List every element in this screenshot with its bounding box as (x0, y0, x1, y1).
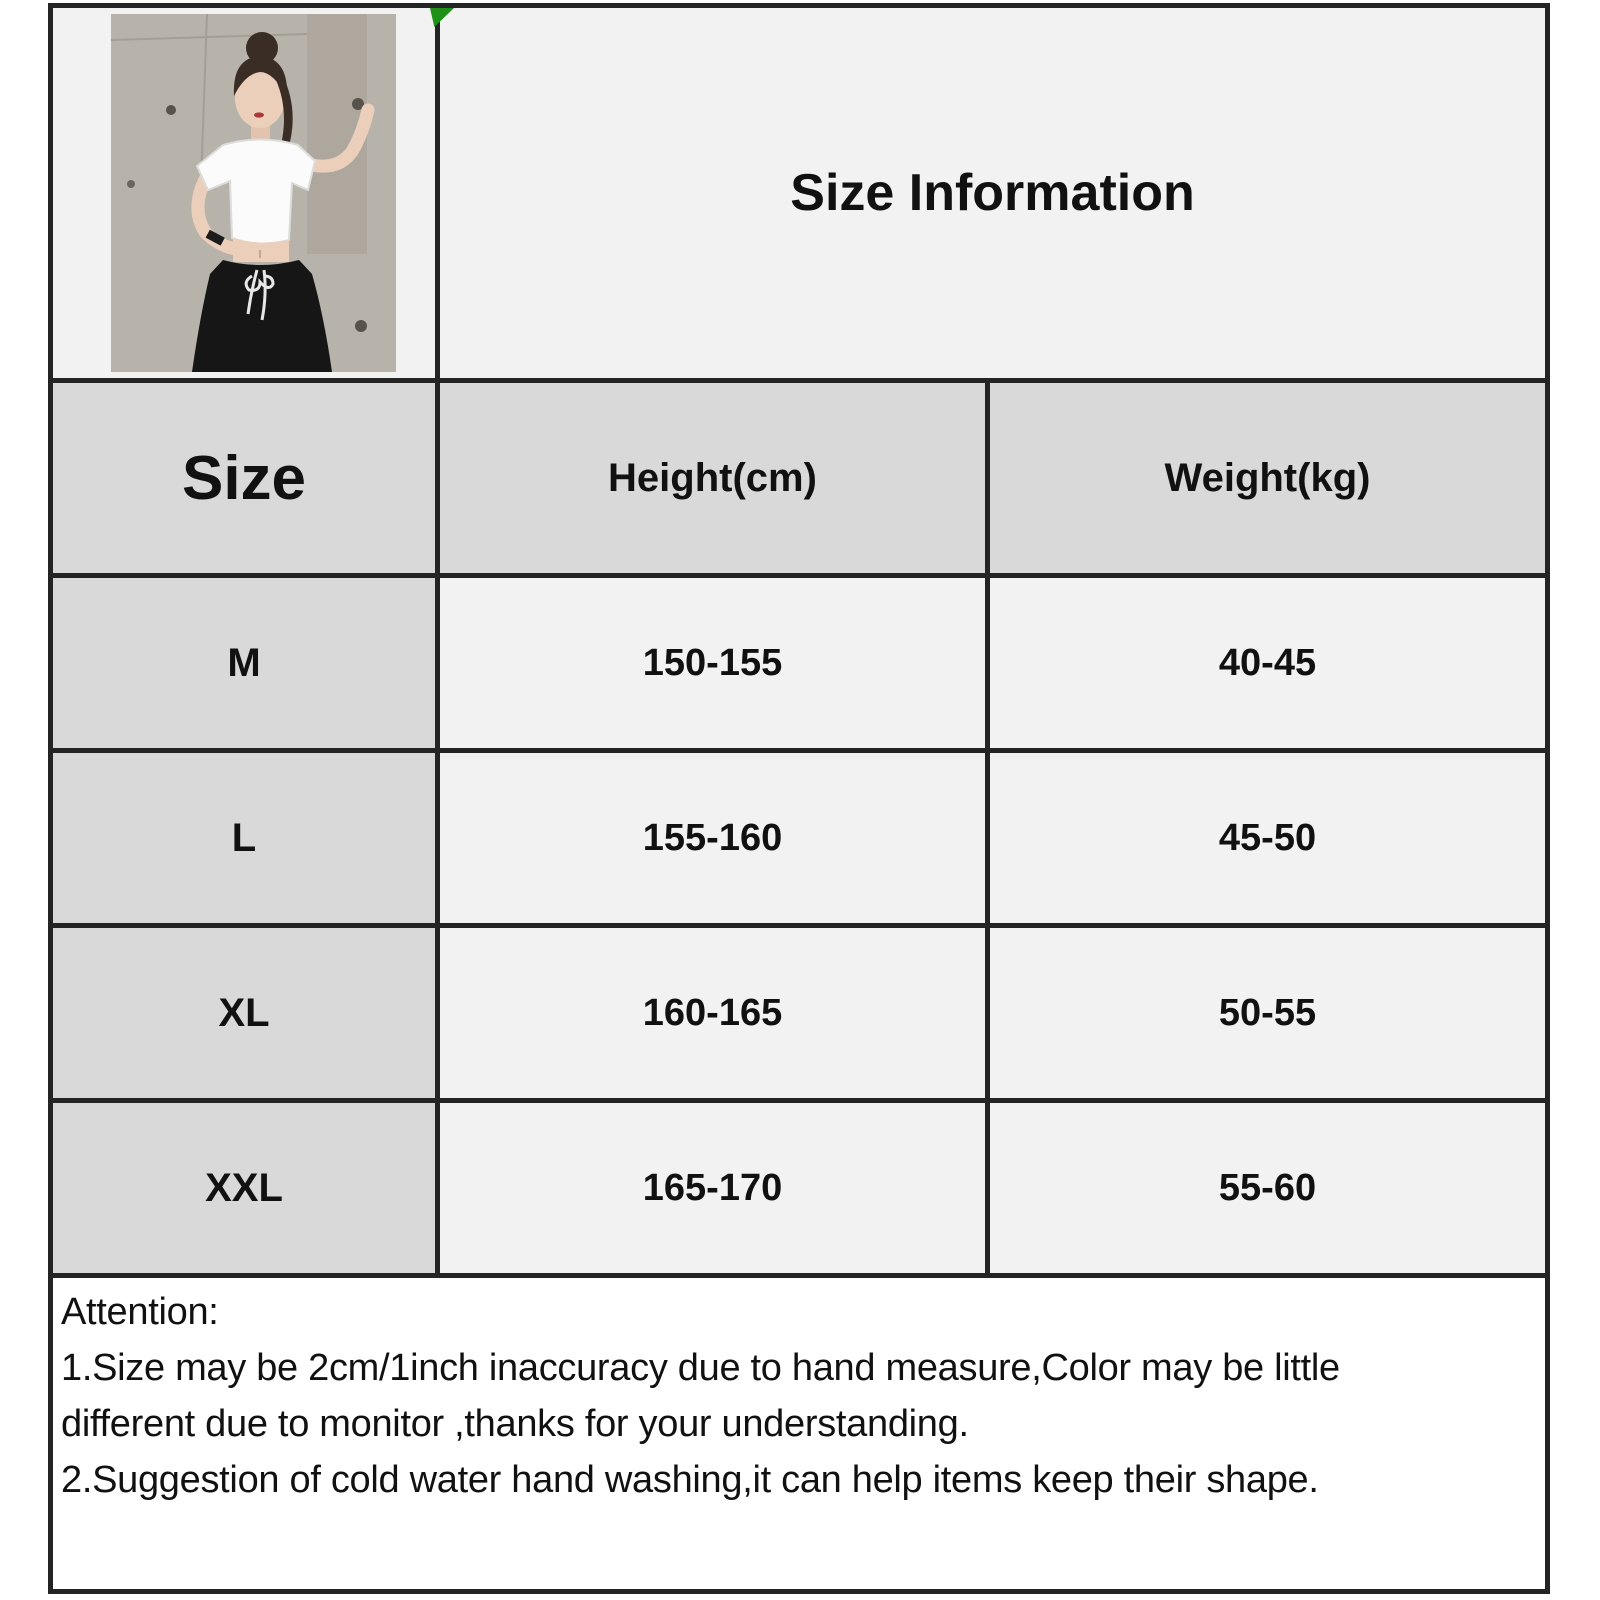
table-row-xxl (51, 1101, 1548, 1276)
weight-value: 40-45 (988, 576, 1548, 751)
model-photo (111, 14, 396, 372)
size-information-sheet (48, 3, 1550, 1594)
height-value: 160-165 (438, 926, 988, 1101)
lips (254, 112, 264, 117)
size-label: L (51, 751, 438, 926)
page-title: Size Information (790, 164, 1195, 222)
size-label: M (51, 576, 438, 751)
table-row-l (51, 751, 1548, 926)
attention-line-3: 2.Suggestion of cold water hand washing,it can help items keep their shape. (61, 1459, 1319, 1501)
weight-value: 45-50 (988, 751, 1548, 926)
attention-line-2: different due to monitor ,thanks for your understanding. (61, 1403, 969, 1445)
attention-heading: Attention: (61, 1291, 219, 1333)
height-value: 165-170 (438, 1101, 988, 1276)
attention-line-1: 1.Size may be 2cm/1inch inaccuracy due to hand measure,Color may be little (61, 1347, 1340, 1389)
attention-row (51, 1276, 1548, 1592)
size-label: XL (51, 926, 438, 1101)
column-header-height: Height(cm) (438, 381, 988, 576)
column-header-weight: Weight(kg) (988, 381, 1548, 576)
column-header-size: Size (51, 381, 438, 576)
table-row-xl (51, 926, 1548, 1101)
product-photo-cell (51, 6, 438, 381)
table-header-row (51, 381, 1548, 576)
weight-value: 55-60 (988, 1101, 1548, 1276)
attention-note (51, 1276, 1548, 1592)
title-cell (438, 6, 1548, 381)
title-row (51, 6, 1548, 381)
weight-value: 50-55 (988, 926, 1548, 1101)
size-label: XXL (51, 1101, 438, 1276)
table-row-m (51, 576, 1548, 751)
height-value: 155-160 (438, 751, 988, 926)
height-value: 150-155 (438, 576, 988, 751)
